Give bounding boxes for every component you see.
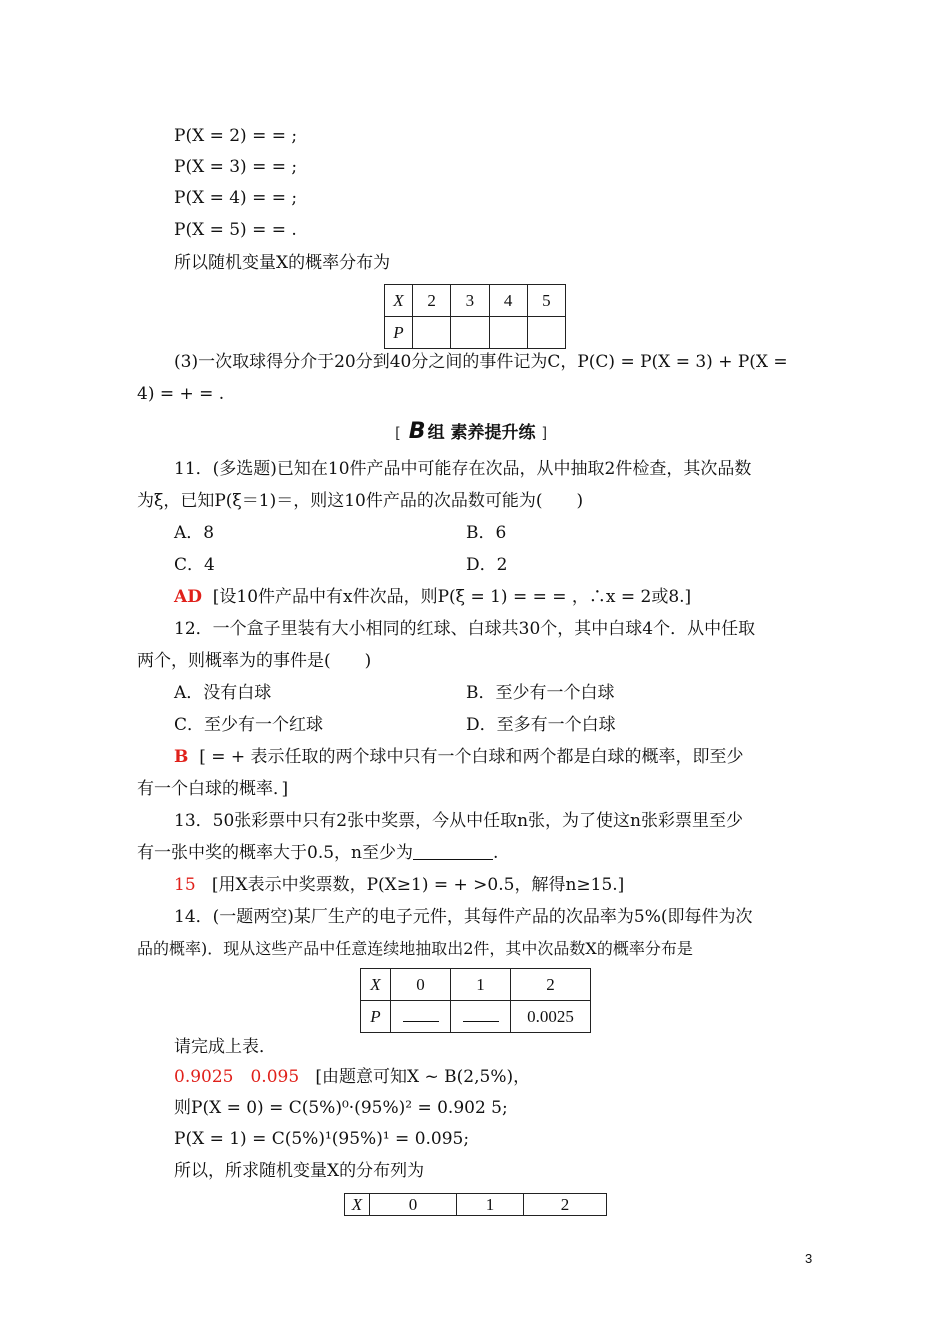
q14-after-table: 请完成上表． bbox=[174, 1037, 276, 1057]
q11-answer: AD bbox=[174, 587, 202, 607]
section-letter: B bbox=[408, 419, 426, 444]
distribution-table-2 bbox=[360, 968, 591, 1033]
q13-explain: [用X表示中奖票数，P(X≥1) = + >0.5，解得n≥15.] bbox=[211, 875, 625, 895]
table-cell: 5 bbox=[527, 285, 565, 317]
q14-explain-4: 所以，所求随机变量X的分布列为 bbox=[174, 1161, 425, 1181]
part3-line-b: 4) = + = . bbox=[137, 384, 225, 404]
q12-answer: B bbox=[174, 747, 189, 767]
q11-line-1: 11．(多选题)已知在10件产品中可能存在次品，从中抽取2件检查，其次品数 bbox=[174, 459, 752, 479]
q11-line-2: 为ξ，已知P(ξ＝1)＝，则这10件产品的次品数可能为( ) bbox=[137, 491, 584, 511]
table-cell: X bbox=[385, 285, 413, 317]
table-cell: 1 bbox=[451, 969, 511, 1001]
q11-option-d: D．2 bbox=[466, 555, 508, 575]
table-cell bbox=[489, 317, 527, 349]
prob-line-p3: P(X = 3) = = ; bbox=[174, 157, 298, 177]
table-cell: 3 bbox=[451, 285, 489, 317]
q11-explain: [设10件产品中有x件次品，则P(ξ = 1) = = = ，∴x = 2或8.] bbox=[212, 587, 692, 607]
q13-answer: 15 bbox=[174, 875, 196, 895]
table-cell: 0 bbox=[370, 1194, 457, 1216]
distribution-table-3 bbox=[344, 1193, 607, 1216]
section-title: 组 素养提升练 bbox=[427, 423, 536, 443]
table-cell bbox=[413, 317, 451, 349]
table-cell: 1 bbox=[457, 1194, 524, 1216]
prob-line-p5: P(X = 5) = = . bbox=[174, 220, 297, 240]
dist-intro: 所以随机变量X的概率分布为 bbox=[174, 253, 391, 273]
table-cell: 4 bbox=[489, 285, 527, 317]
table-cell: 0 bbox=[391, 969, 451, 1001]
answer-blank bbox=[403, 1007, 439, 1022]
q11-option-b: B．6 bbox=[466, 523, 507, 543]
q11-option-a: A．8 bbox=[174, 523, 215, 543]
table-cell-blank bbox=[451, 1001, 511, 1033]
table-cell bbox=[451, 317, 489, 349]
distribution-table-1 bbox=[384, 284, 566, 349]
q14-line-2: 品的概率)．现从这些产品中任意连续地抽取出2件，其中次品数X的概率分布是 bbox=[137, 939, 693, 958]
q12-option-a: A．没有白球 bbox=[174, 683, 272, 703]
section-heading: [ B 组 素养提升练 ] bbox=[395, 419, 548, 444]
q12-line-2: 两个，则概率为的事件是( ) bbox=[137, 651, 372, 671]
q12-option-b: B．至少有一个白球 bbox=[466, 683, 615, 703]
table-cell: P bbox=[361, 1001, 391, 1033]
table-cell: 0.0025 bbox=[511, 1001, 591, 1033]
q13-line-1: 13．50张彩票中只有2张中奖票，今从中任取n张，为了使这n张彩票里至少 bbox=[174, 811, 743, 831]
q14-solution bbox=[174, 1065, 530, 1089]
q12-explain-1: [ = + 表示任取的两个球中只有一个白球和两个都是白球的概率，即至少 bbox=[199, 747, 744, 767]
q14-explain-2: 则P(X = 0) = C(5%)⁰·(95%)² = 0.902 5; bbox=[174, 1098, 508, 1118]
q13-line-2: 有一张中奖的概率大于0.5，n至少为 . bbox=[137, 843, 499, 863]
q14-line-1: 14．(一题两空)某厂生产的电子元件，其每件产品的次品率为5%(即每件为次 bbox=[174, 907, 753, 927]
q11-solution bbox=[174, 585, 691, 609]
answer-blank bbox=[413, 845, 493, 860]
table-cell: 2 bbox=[511, 969, 591, 1001]
table-cell: X bbox=[345, 1194, 370, 1216]
prob-line-p2: P(X = 2) = = ; bbox=[174, 126, 298, 146]
q13-solution bbox=[174, 873, 624, 897]
q14-explain-1: [由题意可知X ~ B(2,5%)， bbox=[315, 1067, 531, 1087]
answer-blank bbox=[463, 1007, 499, 1022]
table-cell-blank bbox=[391, 1001, 451, 1033]
table-cell: 2 bbox=[413, 285, 451, 317]
q12-explain-2: 有一个白球的概率．] bbox=[137, 779, 289, 799]
q12-solution bbox=[174, 745, 744, 769]
q11-option-c: C．4 bbox=[174, 555, 215, 575]
part3-line-a: (3)一次取球得分介于20分到40分之间的事件记为C，P(C) = P(X = 3) + P(X = bbox=[174, 352, 788, 372]
table-cell bbox=[527, 317, 565, 349]
q12-line-1: 12．一个盒子里装有大小相同的红球、白球共30个，其中白球4个．从中任取 bbox=[174, 619, 756, 639]
page-number: 3 bbox=[805, 1251, 813, 1266]
q12-option-c: C．至少有一个红球 bbox=[174, 715, 324, 735]
q14-explain-3: P(X = 1) = C(5%)¹(95%)¹ = 0.095; bbox=[174, 1129, 470, 1149]
q12-option-d: D．至多有一个白球 bbox=[466, 715, 616, 735]
table-cell: X bbox=[361, 969, 391, 1001]
q14-answer: 0.9025 0.095 bbox=[174, 1067, 300, 1087]
table-cell: P bbox=[385, 317, 413, 349]
prob-line-p4: P(X = 4) = = ; bbox=[174, 188, 298, 208]
table-cell: 2 bbox=[524, 1194, 607, 1216]
